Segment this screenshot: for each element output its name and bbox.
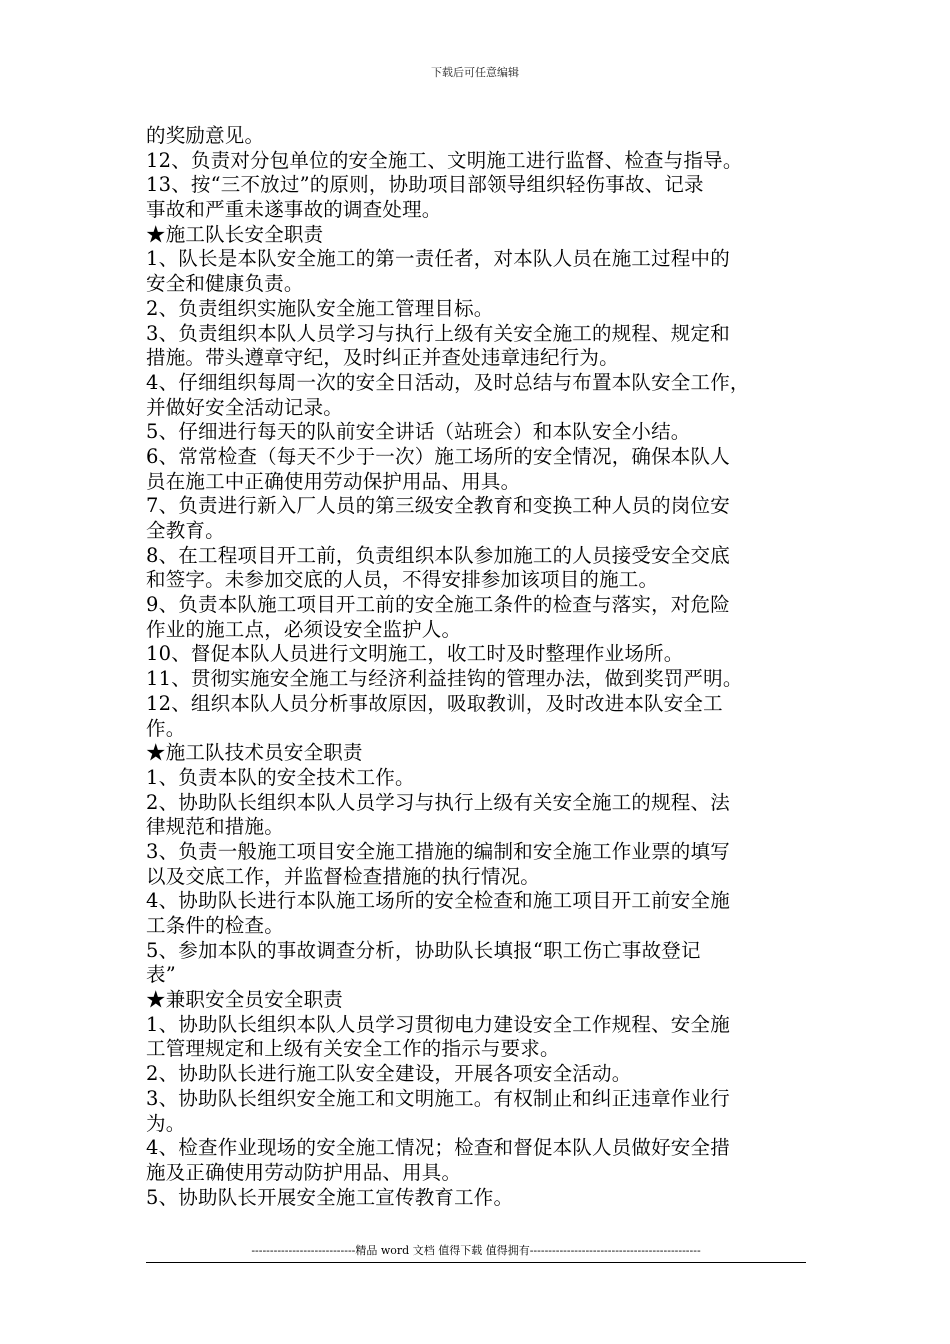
text-line: 7、负责进行新入厂人员的第三级安全教育和变换工种人员的岗位安 [146,494,730,518]
text-line: 12、组织本队人员分析事故原因，吸取教训，及时改进本队安全工 [146,691,723,715]
text-line: 8、在工程项目开工前，负责组织本队参加施工的人员接受安全交底 [146,543,730,567]
section-heading: ★兼职安全员安全职责 [146,988,344,1012]
text-line: 5、仔细进行每天的队前安全讲话（站班会）和本队安全小结。 [146,420,691,444]
text-line: 措施。带头遵章守纪，及时纠正并查处违章违纪行为。 [146,346,619,370]
text-line: 5、协助队长开展安全施工宣传教育工作。 [146,1185,514,1209]
text-line: 6、常常检查（每天不少于一次）施工场所的安全情况，确保本队人 [146,444,730,468]
text-line: 和签字。未参加交底的人员，不得安排参加该项目的施工。 [146,568,659,592]
text-line: 9、负责本队施工项目开工前的安全施工条件的检查与落实，对危险 [146,593,730,617]
document-body [146,124,818,1210]
text-line: 事故和严重未遂事故的调查处理。 [146,198,442,222]
section-heading: ★施工队技术员安全职责 [146,741,363,765]
footer-rule [146,1262,806,1263]
text-line: 表” [146,963,176,987]
text-line: 2、负责组织实施队安全施工管理目标。 [146,296,494,320]
text-line: 4、仔细组织每周一次的安全日活动，及时总结与布置本队安全工作， [146,370,750,394]
text-line: 10、督促本队人员进行文明施工，收工时及时整理作业场所。 [146,642,684,666]
text-line: 11、贯彻实施安全施工与经济利益挂钩的管理办法，做到奖罚严明。 [146,667,743,691]
text-line: 并做好安全活动记录。 [146,395,344,419]
text-line: 1、负责本队的安全技术工作。 [146,765,415,789]
page-header: 下载后可任意编辑 [431,66,519,79]
text-line: 1、协助队长组织本队人员学习贯彻电力建设安全工作规程、安全施 [146,1012,730,1036]
text-line: 13、按“三不放过”的原则，协助项目部领导组织轻伤事故、记录 [146,173,704,197]
text-line: 以及交底工作，并监督检查措施的执行情况。 [146,864,541,888]
text-line: 全教育。 [146,519,225,542]
text-line: 3、负责一般施工项目安全施工措施的编制和安全施工作业票的填写 [146,839,730,863]
text-line: 施及正确使用劳动防护用品、用具。 [146,1160,462,1184]
text-line: 3、协助队长组织安全施工和文明施工。有权制止和纠正违章作业行 [146,1086,730,1110]
text-line: 4、检查作业现场的安全施工情况；检查和督促本队人员做好安全措 [146,1136,730,1160]
text-line: 2、协助队长组织本队人员学习与执行上级有关安全施工的规程、法 [146,790,730,814]
text-line: 作。 [146,716,186,740]
text-line: 律规范和措施。 [146,815,284,839]
text-line: 工管理规定和上级有关安全工作的指示与要求。 [146,1037,560,1061]
text-line: 12、负责对分包单位的安全施工、文明施工进行监督、检查与指导。 [146,148,743,172]
text-line: 工条件的检查。 [146,914,284,937]
text-line: 1、队长是本队安全施工的第一责任者，对本队人员在施工过程中的 [146,247,730,271]
text-line: 作业的施工点，必须设安全监护人。 [146,617,462,641]
text-line: 3、负责组织本队人员学习与执行上级有关安全施工的规程、规定和 [146,321,730,345]
text-line: 的奖励意见。 [146,124,265,147]
page-footer: ----------------------------精品 word 文档 值得下载 值得拥有---------------------------------------------- [251,1244,701,1257]
text-line: 5、参加本队的事故调查分析，协助队长填报“职工伤亡事故登记 [146,938,701,962]
text-line: 为。 [146,1111,186,1135]
text-line: 安全和健康负责。 [146,272,304,296]
text-line: 员在施工中正确使用劳动保护用品、用具。 [146,469,521,493]
text-line: 2、协助队长进行施工队安全建设，开展各项安全活动。 [146,1062,632,1086]
text-line: 4、协助队长进行本队施工场所的安全检查和施工项目开工前安全施 [146,889,730,913]
section-heading: ★施工队长安全职责 [146,222,324,246]
